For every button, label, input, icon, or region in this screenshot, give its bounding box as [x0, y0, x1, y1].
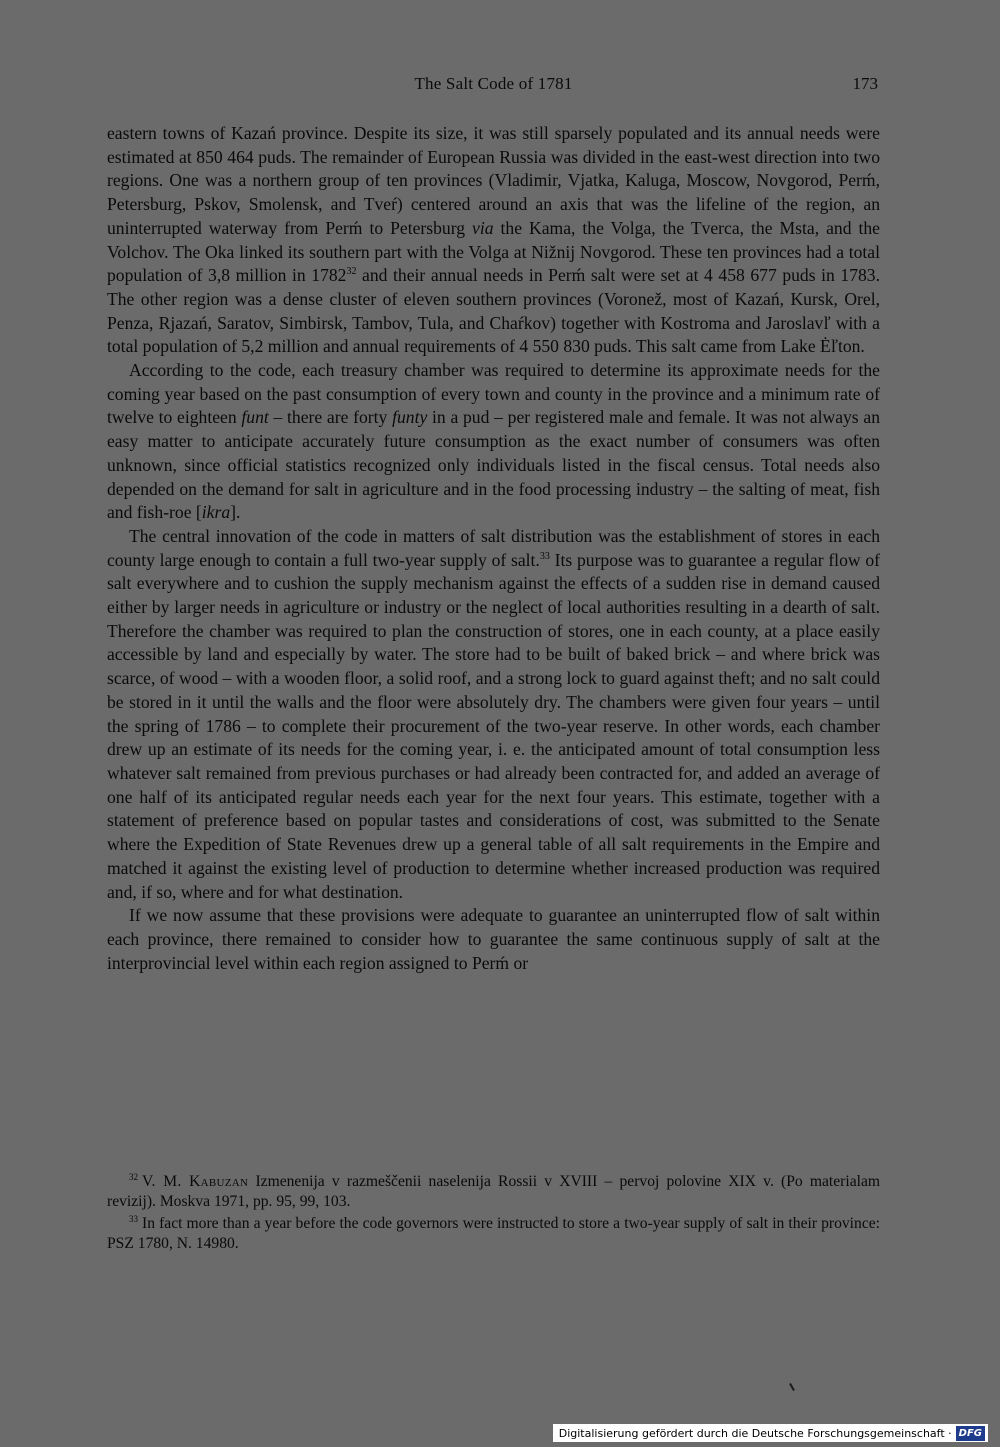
paragraph: [107, 359, 880, 525]
footnote: [107, 1214, 880, 1253]
italic-term: ikra: [201, 502, 231, 523]
text-run: If we now assume that these provisions were adequate to guarantee an uninterrupted flow of salt within each province, there remained to consider how to guarantee the same continuous supply of salt at the interprovincial level within each region assigned to Perḿ or: [107, 905, 880, 973]
text-run: and their annual needs in Perḿ salt were set at 4 458 677 puds in 1783. The other region was a dense cluster of eleven southern provinces (Voronež, most of Kazań, Kursk, Orel, Penza, Rjazań, Saratov, Simbirsk, Tambov, Tula, and Chaŕkov) together with Kostroma and Jaroslavľ with a total population of 5,2 million and annual requirements of 4 550 830 puds. This salt came from Lake Ėľton.: [107, 265, 880, 357]
text-run: Its purpose was to guarantee a regular flow of salt everywhere and to cushion the supply mechanism against the effects of a sudden rise in demand caused either by larger needs in agriculture or industry or the neglect of local authorities resulting in a dearth of salt. Therefore the chamber was required to plan the construction of stores, one in each county, at a place easily accessible by land and especially by water. The store had to be built of baked brick – and where brick was scarce, of wood – with a wooden floor, a solid roof, and a strong lock to guard against theft; and no salt could be stored in it until the walls and the floor were absolutely dry. The chambers were given four years – until the spring of 1786 – to complete their procurement of the two-year reserve. In other words, each chamber drew up an estimate of its needs for the coming year, i. e. the anticipated amount of total consumption less whatever salt remained from previous purchases or had already been contracted for, and added an average of one half of its anticipated regular needs each year for the next four years. This estimate, together with a statement of preference based on popular tastes and considerations of cost, was submitted to the Senate where the Expedition of State Revenues drew up a general table of all salt requirements in the Empire and matched it against the existing level of production to determine whether increased production was required and, if so, where and for what destination.: [107, 549, 880, 902]
footnote-author: V. M. Kabuzan: [142, 1173, 249, 1190]
paragraph: [107, 122, 880, 359]
text-run: ].: [230, 502, 241, 523]
paragraph: [107, 904, 880, 975]
dfg-logo-icon: DFG: [956, 1426, 985, 1441]
footnote-ref: 33: [539, 550, 550, 562]
body-text: [107, 122, 880, 975]
italic-term: via: [472, 217, 494, 238]
footnote-text: Izmenenija v razmeščenii naselenija Rossii v XVIII – pervoj polovine XIX v. (Po materialam revizij). Moskva 1971, pp. 95, 99, 103.: [107, 1173, 880, 1210]
footnote-ref: 32: [346, 266, 357, 278]
text-run: According to the code, each treasury chamber was required to determine its approximate needs for the coming year based on the past consumption of every town and county in the province and a minimum rate of twelve to eighteen: [107, 360, 880, 428]
running-head: [107, 74, 880, 98]
text-run: – there are forty: [268, 407, 393, 428]
footnotes: [107, 1172, 880, 1256]
italic-term: funty: [392, 407, 428, 428]
dfg-funding-footer: [553, 1424, 988, 1442]
text-run: eastern towns of Kazań province. Despite its size, it was still sparsely populated and its annual needs were estimated at 850 464 puds. The remainder of European Russia was divided in the east-west direction into two regions. One was a northern group of ten provinces (Vladimir, Vjatka, Kaluga, Moscow, Novgorod, Perḿ, Petersburg, Pskov, Smolensk, and Tveŕ) centered around an axis that was the lifeline of the region, an uninterrupted waterway from Perḿ to Petersburg: [107, 123, 880, 238]
running-title: The Salt Code of 1781: [414, 74, 573, 93]
footnote-number: 32: [129, 1171, 138, 1182]
text-run: in a pud – per registered male and female. It was not always an easy matter to anticipate accurately future consumption as the exact number of consumers was often unknown, since official statistics recognized only individuals listed in the fiscal census. Total needs also depended on the demand for salt in agriculture and in the food processing industry – the salting of meat, fish and fish-roe [: [107, 407, 880, 523]
funding-note: Digitalisierung gefördert durch die Deutsche Forschungsgemeinschaft ·: [558, 1426, 952, 1440]
footnote-number: 33: [129, 1213, 138, 1224]
paragraph: [107, 525, 880, 904]
footnote: [107, 1172, 880, 1211]
text-run: the Kama, the Volga, the Tverca, the Msta, and the Volchov. The Oka linked its southern part with the Volga at Nižnij Novgorod. These ten provinces had a total population of 3,8 million in 1782: [107, 217, 880, 286]
italic-term: funt: [241, 407, 269, 428]
page-number: 173: [852, 74, 878, 93]
scan-speck: [789, 1383, 795, 1391]
footnote-text: In fact more than a year before the code governors were instructed to store a two-year supply of salt in their province: PSZ 1780, N. 14980.: [107, 1215, 880, 1252]
text-run: The central innovation of the code in matters of salt distribution was the establishment of stores in each county large enough to contain a full two-year supply of salt.: [107, 525, 880, 570]
